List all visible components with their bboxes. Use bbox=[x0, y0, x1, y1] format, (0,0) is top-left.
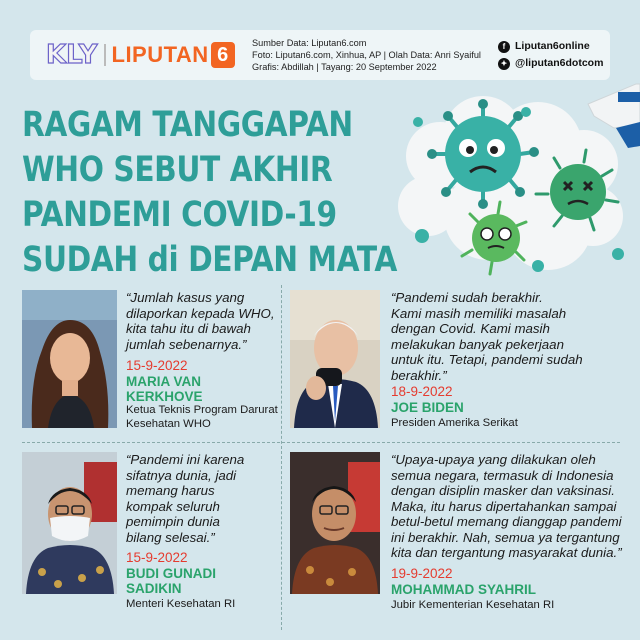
credit-photo: Foto: Liputan6.com, Xinhua, AP | Olah Data: Anri Syaiful bbox=[252, 50, 481, 60]
horizontal-divider bbox=[22, 442, 620, 443]
twitter-handle: @liputan6dotcom bbox=[515, 57, 604, 69]
twitter-link[interactable] bbox=[498, 55, 603, 72]
quote-text bbox=[126, 290, 275, 352]
quote-line: “Jumlah kasus yang bbox=[126, 290, 245, 305]
speaker-role bbox=[391, 598, 554, 612]
quote-line: untuk itu. Tetapi, pandemi sudah bbox=[391, 352, 583, 367]
six-logo-badge: 6 bbox=[211, 42, 235, 68]
quote-line: “Pandemi sudah berakhir. bbox=[391, 290, 543, 305]
logo-separator bbox=[104, 44, 106, 66]
quote-line: kita tahu itu di bawah bbox=[126, 321, 251, 336]
quote-line: bilang selesai.” bbox=[126, 529, 215, 545]
speaker-role bbox=[391, 416, 518, 430]
quote-date: 19-9-2022 bbox=[391, 566, 453, 581]
speaker-name-line: MARIA VAN bbox=[126, 374, 201, 389]
photo-budi-gunadi-sadikin bbox=[22, 452, 117, 594]
quote-text bbox=[126, 452, 244, 545]
quote-date: 15-9-2022 bbox=[126, 550, 188, 565]
speaker-name bbox=[391, 582, 536, 597]
virus-illustration bbox=[388, 76, 640, 286]
speaker-role-line: Ketua Teknis Program Darurat bbox=[126, 404, 278, 416]
speaker-name bbox=[126, 566, 216, 596]
title-line: WHO SEBUT AKHIR bbox=[22, 150, 333, 190]
vertical-divider bbox=[281, 285, 282, 630]
facebook-link[interactable] bbox=[498, 38, 603, 55]
photo-mohammad-syahril bbox=[290, 452, 380, 594]
quote-line: sifatnya dunia, jadi bbox=[126, 467, 237, 483]
speaker-role-line: Presiden Amerika Serikat bbox=[391, 417, 518, 429]
twitter-icon: ✦ bbox=[498, 58, 510, 70]
speaker-role bbox=[126, 403, 278, 431]
quote-line: pemimpin dunia bbox=[126, 514, 220, 529]
virus-sad-icon bbox=[427, 99, 539, 209]
facebook-handle: Liputan6online bbox=[515, 40, 590, 52]
credits bbox=[252, 37, 481, 73]
quote-line: jumlah sebenarnya.” bbox=[126, 336, 247, 352]
quote-line: Kami masih memiliki masalah bbox=[391, 305, 567, 321]
speaker-role-line: Menteri Kesehatan RI bbox=[126, 598, 236, 610]
quote-line: “Upaya-upaya yang dilakukan oleh bbox=[391, 452, 596, 467]
quote-line: dengan Covid. Kami masih bbox=[391, 321, 550, 336]
speaker-name-line: JOE BIDEN bbox=[391, 400, 464, 415]
quote-line: betul-betul memang dianggap pandemi bbox=[391, 514, 622, 529]
quote-line: berakhir.” bbox=[391, 367, 447, 383]
title-line: PANDEMI COVID-19 bbox=[22, 195, 337, 235]
photo-joe-biden bbox=[290, 290, 380, 428]
quote-line: kompak seluruh bbox=[126, 498, 220, 514]
quote-line: semua negara, termasuk di Indonesia bbox=[391, 467, 614, 483]
quote-text bbox=[391, 452, 622, 561]
speaker-name bbox=[126, 374, 203, 404]
social-links bbox=[498, 38, 603, 72]
speaker-name-line: KERKHOVE bbox=[126, 389, 203, 404]
credit-source: Sumber Data: Liputan6.com bbox=[252, 38, 367, 48]
page-title bbox=[22, 103, 397, 283]
speaker-name-line: BUDI GUNADI bbox=[126, 566, 216, 581]
quote-date: 15-9-2022 bbox=[126, 358, 188, 373]
quote-line: Maka, itu harus dipertahankan sampai bbox=[391, 498, 617, 514]
quote-line: memang harus bbox=[126, 483, 215, 498]
quote-line: ini berakhir. Nah, semua ya tergantung bbox=[391, 529, 620, 545]
speaker-name-line: MOHAMMAD SYAHRIL bbox=[391, 582, 536, 597]
facebook-icon: f bbox=[498, 41, 510, 53]
liputan-logo-text: LIPUTAN bbox=[111, 42, 209, 67]
speaker-role-line: Jubir Kementerian Kesehatan RI bbox=[391, 599, 555, 611]
kly-liputan6-logo[interactable] bbox=[46, 40, 235, 70]
quote-date: 18-9-2022 bbox=[391, 384, 453, 399]
quote-line: kita dan tergantung masyarakat dunia.” bbox=[391, 545, 622, 560]
quote-line: melakukan banyak pekerjaan bbox=[391, 336, 564, 352]
title-line: SUDAH di DEPAN MATA bbox=[22, 240, 397, 280]
quote-text bbox=[391, 290, 583, 383]
header-bar bbox=[30, 30, 610, 80]
speaker-role-line: Kesehatan WHO bbox=[126, 418, 211, 430]
quote-line: dengan disiplin masker dan vaksinasi. bbox=[391, 483, 615, 498]
credit-graphics: Grafis: Abdillah | Tayang: 20 September 2022 bbox=[252, 62, 437, 72]
photo-maria-van-kerkhove bbox=[22, 290, 117, 428]
kly-logo-text: KLY bbox=[46, 40, 98, 70]
speaker-name bbox=[391, 400, 464, 415]
speaker-name-line: SADIKIN bbox=[126, 581, 182, 596]
title-line: RAGAM TANGGAPAN bbox=[22, 105, 353, 145]
speaker-role bbox=[126, 597, 235, 611]
quote-line: dilaporkan kepada WHO, bbox=[126, 305, 275, 321]
quote-line: “Pandemi ini karena bbox=[126, 452, 245, 467]
